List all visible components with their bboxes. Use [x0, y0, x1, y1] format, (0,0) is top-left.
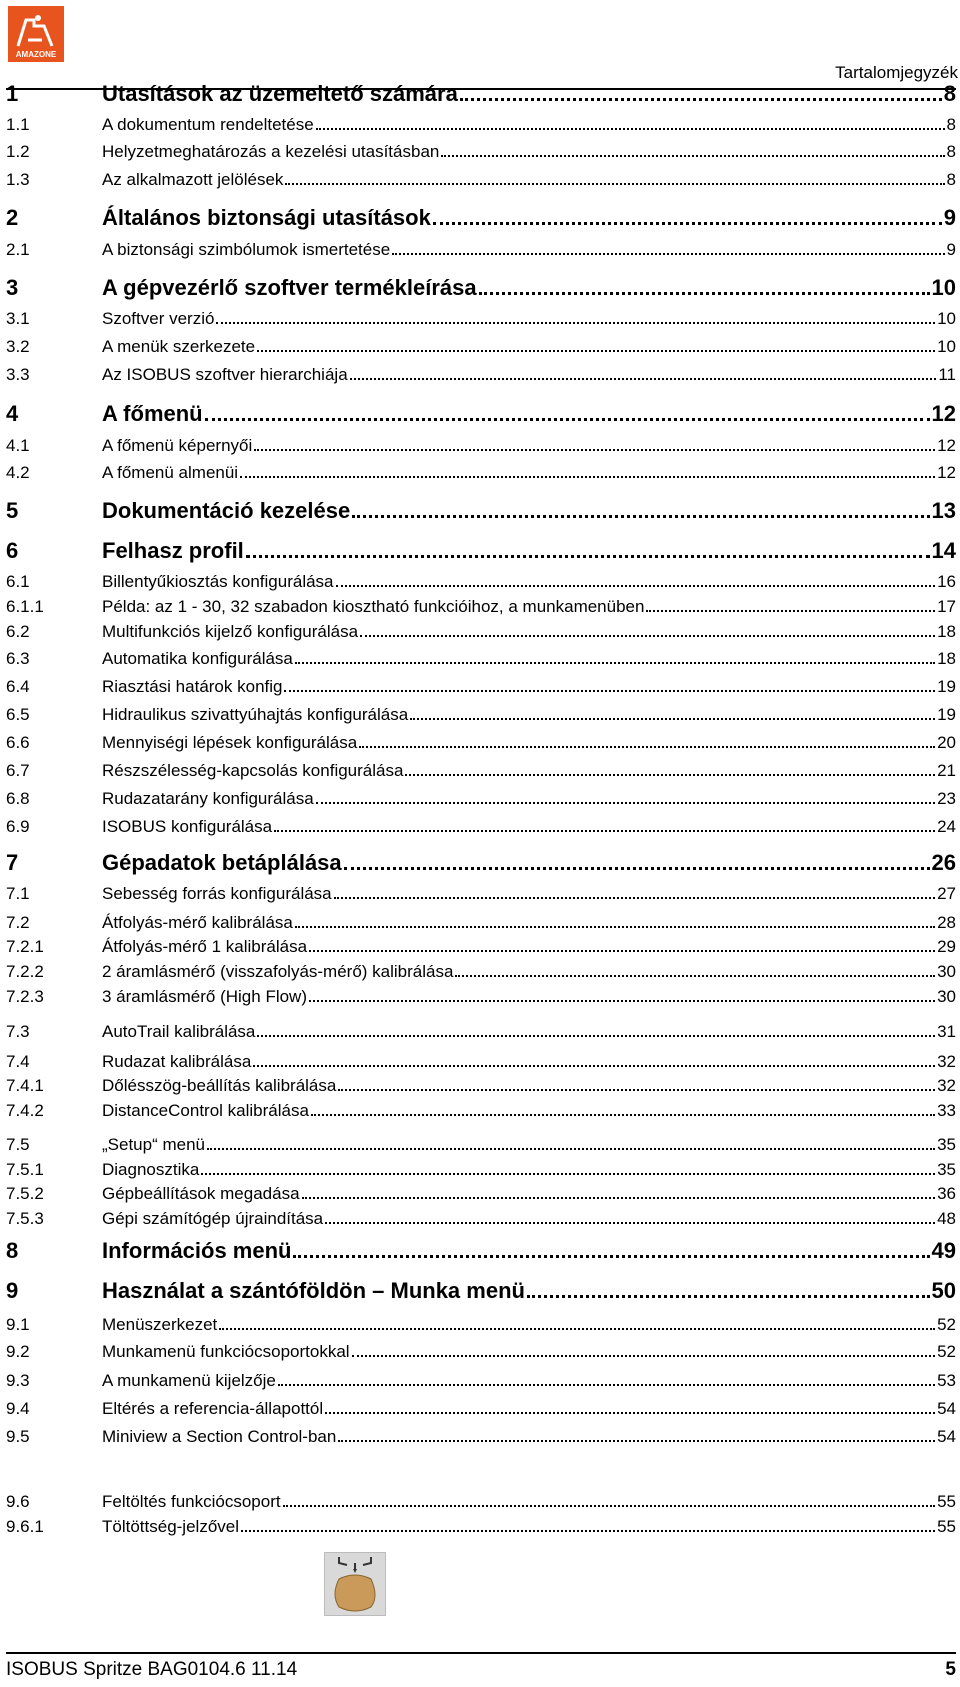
toc-entry-page: 21: [937, 761, 956, 780]
toc-entry-title: Menüszerkezet: [102, 1315, 218, 1334]
toc-entry-number: 7.2: [6, 913, 30, 932]
toc-entry-title: Általános biztonsági utasítások: [102, 205, 431, 230]
toc-entry-number: 7.5.2: [6, 1184, 44, 1203]
toc-entry-number: 7.4: [6, 1052, 30, 1071]
toc-leader-dots: [646, 610, 935, 612]
toc-leader-dots: [257, 1035, 935, 1037]
toc-leader-dots: [253, 1065, 935, 1067]
toc-leader-dots: [285, 183, 944, 185]
toc-entry-title: 3 áramlásmérő (High Flow): [102, 987, 307, 1006]
toc-entry-page: 35: [937, 1135, 956, 1154]
toc-entry-title: Szoftver verzió: [102, 309, 215, 328]
toc-entry-number: 2: [6, 205, 19, 230]
toc-entry[interactable]: [6, 77, 956, 107]
footer-rule: [6, 1652, 956, 1654]
toc-entry-title: Feltöltés funkciócsoport: [102, 1492, 281, 1511]
toc-entry-title: Miniview a Section Control-ban: [102, 1427, 337, 1446]
toc-entry-page: 32: [937, 1052, 956, 1071]
toc-leader-dots: [309, 950, 935, 952]
toc-leader-dots: [302, 1197, 936, 1199]
toc-entry-page: 14: [931, 538, 956, 563]
toc-entry-page: 8: [946, 115, 956, 134]
toc-entry[interactable]: [6, 645, 956, 669]
toc-entry-page: 18: [937, 649, 956, 668]
toc-entry-number: 9: [6, 1278, 19, 1303]
toc-entry-number: 6.6: [6, 733, 30, 752]
toc-entry-page: 29: [937, 937, 956, 956]
toc-entry-number: 9.1: [6, 1315, 30, 1334]
toc-entry-page: 17: [937, 597, 956, 616]
toc-entry[interactable]: [6, 568, 956, 592]
toc-entry-title: A főmenü képernyői: [102, 436, 253, 455]
toc-entry-title: Riasztási határok konfig: [102, 677, 283, 696]
toc-entry[interactable]: [6, 271, 956, 301]
toc-entry-title: Gépbeállítások megadása: [102, 1184, 300, 1203]
toc-entry-number: 4.1: [6, 436, 30, 455]
toc-entry-number: 7.3: [6, 1022, 30, 1041]
toc-entry-page: 30: [937, 987, 956, 1006]
toc-entry-title: Rudazat kalibrálása: [102, 1052, 252, 1071]
toc-leader-dots: [293, 1255, 929, 1258]
toc-leader-dots: [352, 515, 929, 518]
toc-entry[interactable]: [6, 1274, 956, 1304]
toc-entry[interactable]: [6, 813, 956, 837]
toc-entry-number: 7.5.3: [6, 1209, 44, 1228]
toc-entry-page: 19: [937, 677, 956, 696]
toc-entry-page: 9: [943, 205, 956, 230]
toc-entry[interactable]: [6, 618, 956, 642]
toc-entry-title: A gépvezérlő szoftver termékleírása: [102, 275, 477, 300]
toc-leader-dots: [309, 1000, 935, 1002]
toc-entry[interactable]: [6, 785, 956, 809]
toc-entry-page: 55: [937, 1492, 956, 1511]
toc-entry[interactable]: [6, 729, 956, 753]
toc-leader-dots: [338, 1089, 935, 1091]
toc-leader-dots: [201, 1173, 935, 1175]
toc-entry-page: 26: [931, 850, 956, 875]
toc-leader-dots: [316, 802, 935, 804]
toc-leader-dots: [392, 253, 944, 255]
toc-entry-page: 49: [931, 1238, 956, 1263]
toc-entry-page: 52: [937, 1342, 956, 1361]
toc-entry-number: 9.4: [6, 1399, 30, 1418]
toc-leader-dots: [441, 155, 944, 157]
toc-entry-title: A főmenü: [102, 401, 203, 426]
toc-entry[interactable]: [6, 958, 956, 982]
toc-entry[interactable]: [6, 534, 956, 564]
toc-leader-dots: [295, 662, 935, 664]
toc-entry-page: 50: [931, 1278, 956, 1303]
toc-entry-title: A menük szerkezete: [102, 337, 256, 356]
toc-entry[interactable]: [6, 494, 956, 524]
toc-entry-page: 30: [937, 962, 956, 981]
toc-leader-dots: [433, 222, 942, 225]
toc-entry[interactable]: [6, 459, 956, 483]
toc-entry-page: 54: [937, 1427, 956, 1446]
toc-entry-title: Átfolyás-mérő 1 kalibrálása: [102, 937, 308, 956]
toc-entry-title: Rudazatarány konfigurálása: [102, 789, 314, 808]
toc-leader-dots: [460, 98, 942, 101]
toc-entry-title: Gépadatok betáplálása: [102, 850, 342, 875]
toc-entry[interactable]: [6, 1488, 956, 1512]
toc-leader-dots: [334, 897, 935, 899]
toc-entry-page: 32: [937, 1076, 956, 1095]
toc-entry-page: 33: [937, 1101, 956, 1120]
toc-entry-title: A főmenü almenüi: [102, 463, 239, 482]
toc-entry-number: 9.6.1: [6, 1517, 44, 1536]
toc-leader-dots: [207, 1148, 935, 1150]
toc-entry-number: 7.5.1: [6, 1160, 44, 1179]
toc-entry-page: 36: [937, 1184, 956, 1203]
toc-entry-number: 9.6: [6, 1492, 30, 1511]
toc-entry[interactable]: [6, 1018, 956, 1042]
toc-entry[interactable]: [6, 1180, 956, 1204]
toc-entry-number: 3.1: [6, 309, 30, 328]
toc-entry[interactable]: [6, 305, 956, 329]
toc-entry-title: AutoTrail kalibrálása: [102, 1022, 256, 1041]
toc-entry[interactable]: [6, 846, 956, 876]
toc-entry[interactable]: [6, 673, 956, 697]
toc-entry-number: 7.2.1: [6, 937, 44, 956]
toc-entry-page: 53: [937, 1371, 956, 1390]
toc-entry-page: 9: [946, 240, 956, 259]
toc-entry-number: 1.2: [6, 142, 30, 161]
toc-leader-dots: [278, 1384, 935, 1386]
toc-entry-number: 9.2: [6, 1342, 30, 1361]
toc-entry-number: 3.2: [6, 337, 30, 356]
toc-leader-dots: [325, 1412, 935, 1414]
toc-entry-title: Felhasz profil: [102, 538, 244, 563]
toc-leader-dots: [274, 830, 935, 832]
toc-entry-number: 6.8: [6, 789, 30, 808]
toc-leader-dots: [316, 128, 945, 130]
toc-entry[interactable]: [6, 1311, 956, 1335]
toc-entry-title: Információs menü: [102, 1238, 292, 1263]
toc-leader-dots: [254, 449, 935, 451]
toc-leader-dots: [350, 378, 937, 380]
svg-text:AMAZONE: AMAZONE: [15, 50, 57, 59]
toc-leader-dots: [216, 322, 935, 324]
toc-entry[interactable]: [6, 432, 956, 456]
toc-leader-dots: [360, 635, 935, 637]
toc-entry-page: 27: [937, 884, 956, 903]
toc-entry-title: Gépi számítógép újraindítása: [102, 1209, 324, 1228]
toc-entry[interactable]: [6, 983, 956, 1007]
toc-entry-page: 8: [946, 142, 956, 161]
toc-entry-title: Utasítások az üzemeltető számára: [102, 81, 458, 106]
toc-entry-title: Az ISOBUS szoftver hierarchiája: [102, 365, 348, 384]
toc-entry-number: 6.1: [6, 572, 30, 591]
toc-entry[interactable]: [6, 933, 956, 957]
toc-entry[interactable]: [6, 880, 956, 904]
toc-entry-title: Helyzetmeghatározás a kezelési utasításban: [102, 142, 440, 161]
page-footer: [6, 1656, 956, 1684]
toc-entry[interactable]: [6, 909, 956, 933]
toc-entry-number: 6.9: [6, 817, 30, 836]
toc-leader-dots: [205, 418, 930, 421]
toc-entry-number: 3.3: [6, 365, 30, 384]
toc-entry[interactable]: [6, 201, 956, 231]
toc-entry-page: 10: [931, 275, 956, 300]
toc-entry-title: A dokumentum rendeltetése: [102, 115, 314, 134]
toc-entry-title: Eltérés a referencia-állapottól: [102, 1399, 324, 1418]
toc-entry-number: 1.3: [6, 170, 30, 189]
toc-entry-page: 20: [937, 733, 956, 752]
toc-entry-number: 7.4.1: [6, 1076, 44, 1095]
toc-entry[interactable]: [6, 236, 956, 260]
toc-entry-page: 16: [937, 572, 956, 591]
toc-entry-number: 7.2.2: [6, 962, 44, 981]
toc-entry-page: 13: [931, 498, 956, 523]
toc-entry[interactable]: [6, 333, 956, 357]
toc-entry-title: Automatika konfigurálása: [102, 649, 293, 668]
toc-entry-number: 9.3: [6, 1371, 30, 1390]
toc-entry-number: 6.3: [6, 649, 30, 668]
toc-entry-number: 3: [6, 275, 19, 300]
toc-entry-page: 8: [946, 170, 956, 189]
toc-entry-title: Munkamenü funkciócsoportokkal: [102, 1342, 350, 1361]
toc-leader-dots: [352, 1355, 936, 1357]
toc-entry-title: Példa: az 1 - 30, 32 szabadon kiosztható funkcióihoz, a munkamenüben: [102, 597, 645, 616]
toc-leader-dots: [284, 690, 935, 692]
toc-entry-title: Diagnosztika: [102, 1160, 200, 1179]
toc-entry-page: 28: [937, 913, 956, 932]
toc-leader-dots: [336, 585, 936, 587]
toc-entry-title: Sebesség forrás konfigurálása: [102, 884, 332, 903]
toc-entry[interactable]: [6, 1423, 956, 1447]
toc-entry-title: Multifunkciós kijelző konfigurálása: [102, 622, 359, 641]
toc-entry-page: 35: [937, 1160, 956, 1179]
document-id: ISOBUS Spritze BAG0104.6 11.14: [6, 1659, 298, 1680]
toc-entry[interactable]: [6, 1097, 956, 1121]
toc-entry-title: Mennyiségi lépések konfigurálása: [102, 733, 358, 752]
toc-entry-number: 4: [6, 401, 19, 426]
toc-entry[interactable]: [6, 397, 956, 427]
toc-entry[interactable]: [6, 166, 956, 190]
toc-entry[interactable]: [6, 1072, 956, 1096]
toc-entry-number: 7.4.2: [6, 1101, 44, 1120]
toc-entry[interactable]: [6, 1513, 956, 1537]
toc-entry[interactable]: [6, 757, 956, 781]
toc-entry-page: 24: [937, 817, 956, 836]
toc-leader-dots: [246, 555, 930, 558]
fill-function-icon: [324, 1552, 386, 1616]
toc-entry-number: 8: [6, 1238, 19, 1263]
toc-leader-dots: [257, 350, 935, 352]
toc-entry-page: 54: [937, 1399, 956, 1418]
toc-entry[interactable]: [6, 593, 956, 617]
toc-entry-title: Használat a szántóföldön – Munka menü: [102, 1278, 525, 1303]
toc-entry-number: 7.1: [6, 884, 30, 903]
toc-entry-page: 10: [937, 309, 956, 328]
toc-leader-dots: [241, 1530, 935, 1532]
toc-entry[interactable]: [6, 1048, 956, 1072]
toc-entry-page: 31: [937, 1022, 956, 1041]
toc-entry-number: 7.5: [6, 1135, 30, 1154]
toc-entry-number: 1.1: [6, 115, 30, 134]
toc-entry-page: 10: [937, 337, 956, 356]
toc-leader-dots: [283, 1505, 935, 1507]
toc-entry-title: Átfolyás-mérő kalibrálása: [102, 913, 293, 932]
toc-entry-number: 9.5: [6, 1427, 30, 1446]
toc-entry[interactable]: [6, 1367, 956, 1391]
toc-entry[interactable]: [6, 1156, 956, 1180]
toc-entry[interactable]: [6, 1131, 956, 1155]
toc-entry-page: 23: [937, 789, 956, 808]
toc-entry-title: A biztonsági szimbólumok ismertetése: [102, 240, 391, 259]
toc-leader-dots: [240, 476, 935, 478]
toc-entry-number: 4.2: [6, 463, 30, 482]
toc-entry-title: Dőlésszög-beállítás kalibrálása: [102, 1076, 337, 1095]
toc-entry-title: Töltöttség-jelzővel: [102, 1517, 240, 1536]
toc-leader-dots: [359, 746, 935, 748]
toc-leader-dots: [338, 1440, 935, 1442]
toc-leader-dots: [479, 292, 930, 295]
toc-entry[interactable]: [6, 111, 956, 135]
toc-entry-number: 6.5: [6, 705, 30, 724]
toc-entry-title: Billentyűkiosztás konfigurálása: [102, 572, 334, 591]
toc-entry-page: 19: [937, 705, 956, 724]
toc-entry-number: 5: [6, 498, 19, 523]
toc-entry-page: 52: [937, 1315, 956, 1334]
toc-entry[interactable]: [6, 701, 956, 725]
toc-entry[interactable]: [6, 1395, 956, 1419]
toc-entry-page: 12: [937, 436, 956, 455]
toc-entry-number: 1: [6, 81, 19, 106]
toc-entry[interactable]: [6, 361, 956, 385]
toc-entry-number: 6.1.1: [6, 597, 44, 616]
toc-leader-dots: [325, 1222, 935, 1224]
toc-entry-page: 48: [937, 1209, 956, 1228]
toc-leader-dots: [344, 867, 930, 870]
toc-entry-number: 6: [6, 538, 19, 563]
page-number: 5: [945, 1659, 956, 1680]
toc-entry-title: Az alkalmazott jelölések: [102, 170, 284, 189]
toc-entry-page: 12: [937, 463, 956, 482]
toc-leader-dots: [410, 718, 935, 720]
toc-entry-number: 6.7: [6, 761, 30, 780]
toc-entry-title: 2 áramlásmérő (visszafolyás-mérő) kalibrálása: [102, 962, 454, 981]
toc-entry[interactable]: [6, 1234, 956, 1264]
toc-entry[interactable]: [6, 138, 956, 162]
toc-entry-page: 12: [931, 401, 956, 426]
toc-leader-dots: [219, 1328, 935, 1330]
toc-entry-number: 7: [6, 850, 19, 875]
toc-leader-dots: [455, 975, 935, 977]
toc-entry-number: 2.1: [6, 240, 30, 259]
toc-leader-dots: [295, 926, 935, 928]
toc-entry-number: 7.2.3: [6, 987, 44, 1006]
section-title: Tartalomjegyzék: [835, 63, 958, 82]
toc-entry-page: 8: [943, 81, 956, 106]
toc-entry-page: 11: [938, 365, 956, 384]
toc-entry-page: 55: [937, 1517, 956, 1536]
toc-leader-dots: [311, 1114, 935, 1116]
toc-entry-title: ISOBUS konfigurálása: [102, 817, 273, 836]
toc-entry[interactable]: [6, 1205, 956, 1229]
toc-entry-title: Hidraulikus szivattyúhajtás konfigurálása: [102, 705, 409, 724]
toc-entry[interactable]: [6, 1338, 956, 1362]
toc-entry-title: „Setup“ menü: [102, 1135, 205, 1154]
toc-entry-title: A munkamenü kijelzője: [102, 1371, 276, 1390]
toc-entry-title: Részszélesség-kapcsolás konfigurálása: [102, 761, 404, 780]
toc-entry-number: 6.4: [6, 677, 30, 696]
toc-leader-dots: [405, 774, 935, 776]
toc-entry-page: 18: [937, 622, 956, 641]
toc-entry-title: Dokumentáció kezelése: [102, 498, 351, 523]
toc-entry-number: 6.2: [6, 622, 30, 641]
toc-entry-title: DistanceControl kalibrálása: [102, 1101, 309, 1120]
toc-leader-dots: [527, 1295, 930, 1298]
